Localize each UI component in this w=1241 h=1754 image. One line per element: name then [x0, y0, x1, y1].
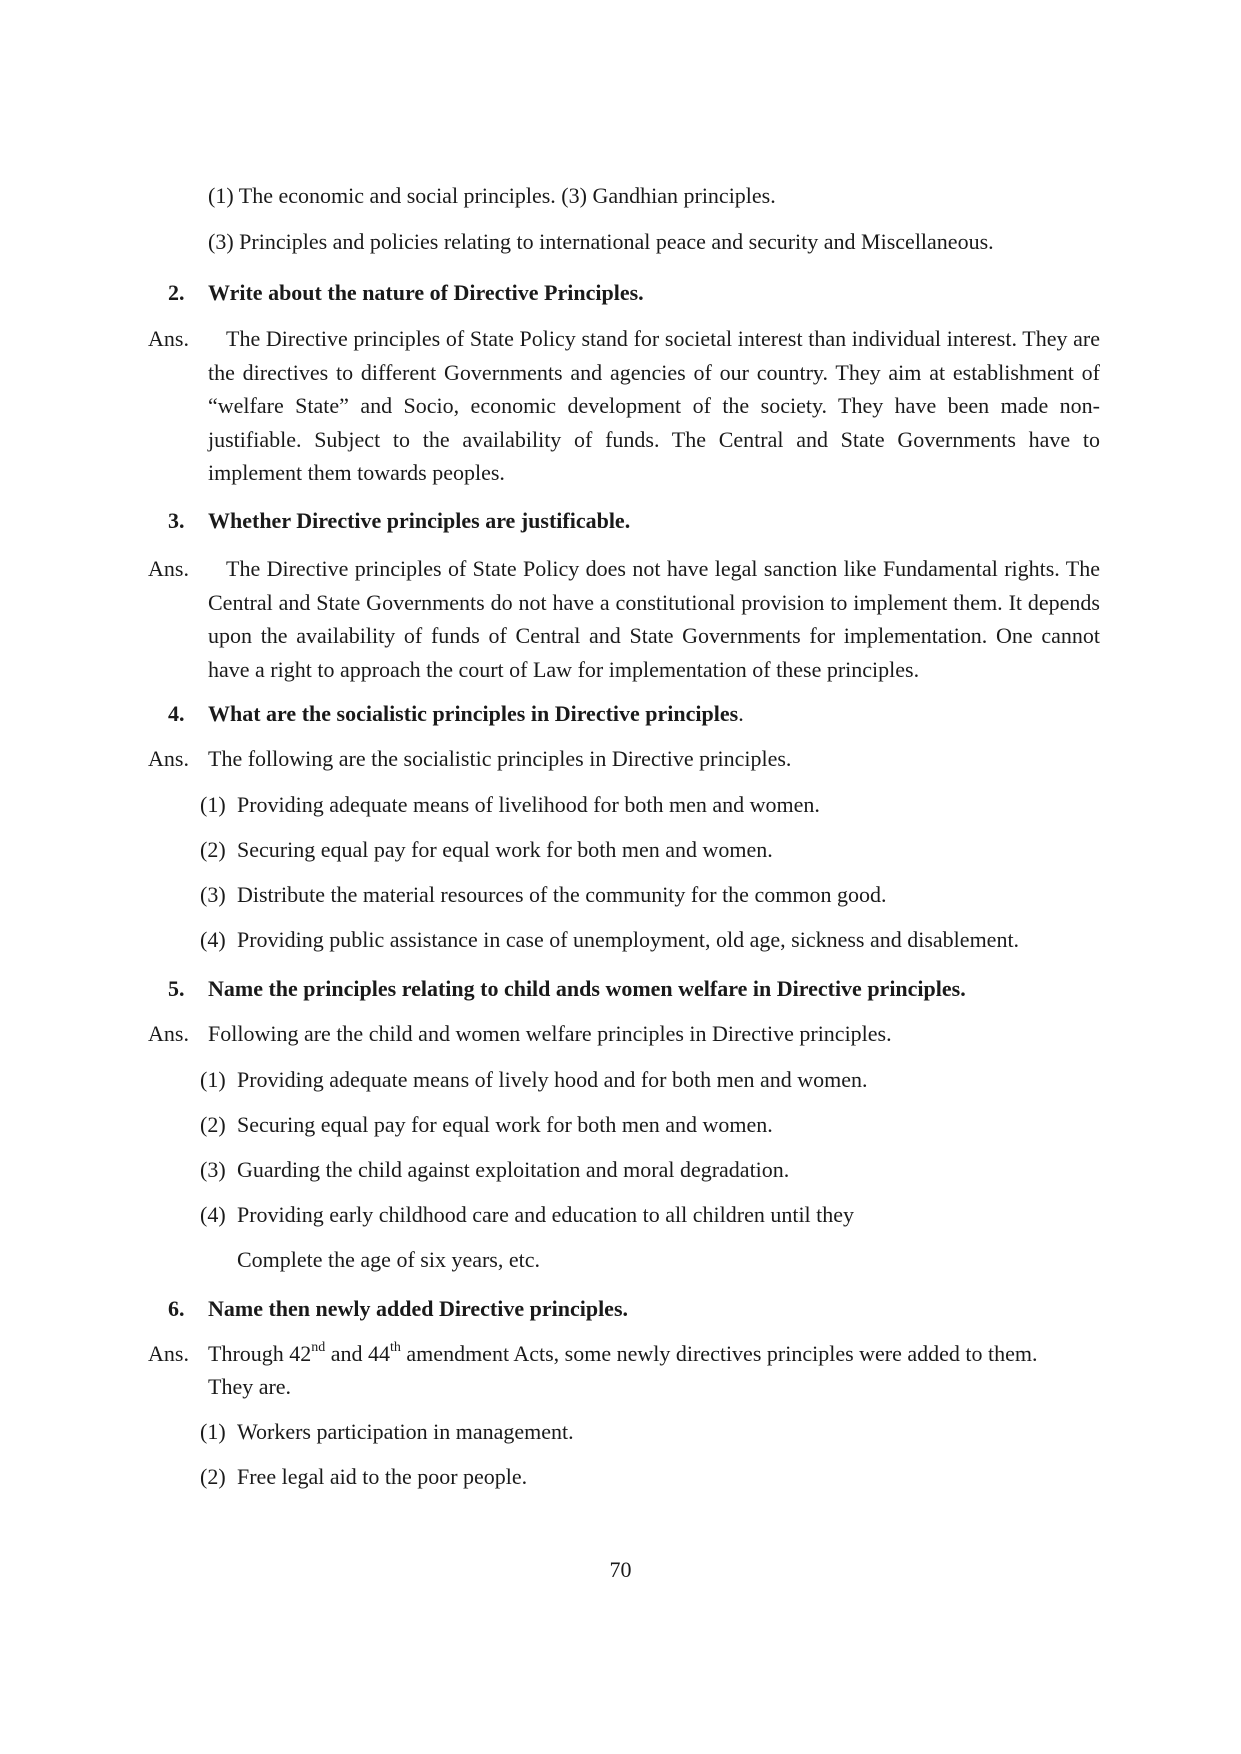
answer-3-paragraph	[208, 552, 1100, 686]
list-item	[200, 788, 820, 822]
list-item-number: (3)	[200, 882, 226, 907]
answer-5-text: Following are the child and women welfare principles in Directive principles.	[208, 1021, 892, 1046]
list-item-text: Guarding the child against exploitation and moral degradation.	[237, 1157, 790, 1182]
list-item	[200, 1460, 527, 1494]
question-3-heading: Whether Directive principles are justificable.	[208, 508, 631, 533]
answer-2-paragraph	[208, 322, 1100, 490]
answer-2-text: The Directive principles of State Policy stand for societal interest than individual interest. They are the directives to different Governments and agencies of our country. They aim at establishment of “welfare State” and Socio, economic development of the society. They have been made non-justifiable. Subject to the availability of funds. The Central and State Governments have to implement them towards peoples.	[208, 326, 1100, 485]
intro-line-1: (1) The economic and social principles. (3) Gandhian principles.	[208, 183, 776, 208]
answer-6-text-line-2: They are.	[208, 1374, 292, 1399]
answer-2-label: Ans.	[148, 326, 189, 351]
answer-3-text: The Directive principles of State Policy does not have legal sanction like Fundamental rights. The Central and State Governments do not have a constitutional provision to implement them. It depends upon the availability of funds of Central and State Governments for implementation. One cannot have a right to approach the court of Law for implementation of these principles.	[208, 556, 1100, 682]
list-item	[200, 1415, 574, 1449]
list-item-text: Securing equal pay for equal work for both men and women.	[237, 837, 773, 862]
list-item-number: (2)	[200, 1112, 226, 1137]
answer-6-text-part: Through 42	[208, 1341, 312, 1366]
ordinal-superscript: nd	[311, 1339, 326, 1355]
question-4-period: .	[738, 701, 744, 726]
list-item	[200, 1198, 854, 1232]
answer-4-label: Ans.	[148, 746, 189, 771]
answer-4-text: The following are the socialistic principles in Directive principles.	[208, 746, 792, 771]
list-item-text: Providing adequate means of livelihood for both men and women.	[237, 792, 820, 817]
question-4-text: What are the socialistic principles in Directive principles	[208, 701, 739, 726]
list-item-text: Providing early childhood care and education to all children until they	[237, 1202, 855, 1227]
list-item-number: (2)	[200, 1464, 226, 1489]
answer-6-text-part: amendment Acts, some newly directives principles were added to them.	[400, 1341, 1038, 1366]
page-number: 70	[609, 1557, 632, 1582]
question-3-number: 3.	[168, 508, 185, 533]
list-item-number: (1)	[200, 1419, 226, 1444]
question-4-heading	[208, 697, 744, 731]
list-item-text: Free legal aid to the poor people.	[237, 1464, 528, 1489]
list-item	[200, 878, 886, 912]
list-item-number: (3)	[200, 1157, 226, 1182]
answer-5-label: Ans.	[148, 1021, 189, 1046]
question-2-heading: Write about the nature of Directive Principles.	[208, 280, 644, 305]
list-item-continuation: Complete the age of six years, etc.	[237, 1247, 541, 1272]
list-item-text: Providing adequate means of lively hood and for both men and women.	[237, 1067, 868, 1092]
answer-3-label: Ans.	[148, 556, 189, 581]
list-item	[200, 1108, 773, 1142]
answer-6-text-part: and 44	[325, 1341, 391, 1366]
list-item-text: Providing public assistance in case of unemployment, old age, sickness and disablement.	[237, 927, 1020, 952]
question-6-heading: Name then newly added Directive principles.	[208, 1296, 629, 1321]
question-5-number: 5.	[168, 976, 185, 1001]
ordinal-superscript: th	[390, 1339, 401, 1355]
list-item-text: Workers participation in management.	[237, 1419, 574, 1444]
list-item-text: Securing equal pay for equal work for both men and women.	[237, 1112, 773, 1137]
intro-line-2: (3) Principles and policies relating to international peace and security and Miscellaneous.	[208, 229, 994, 254]
list-item	[200, 1153, 789, 1187]
question-5-heading: Name the principles relating to child ands women welfare in Directive principles.	[208, 976, 966, 1001]
list-item-text: Distribute the material resources of the community for the common good.	[237, 882, 887, 907]
answer-6-text	[208, 1337, 1038, 1371]
list-item-number: (4)	[200, 1202, 226, 1227]
list-item	[200, 1063, 868, 1097]
question-4-number: 4.	[168, 701, 185, 726]
question-6-number: 6.	[168, 1296, 185, 1321]
list-item-number: (1)	[200, 1067, 226, 1092]
list-item-number: (2)	[200, 837, 226, 862]
question-2-number: 2.	[168, 280, 185, 305]
answer-6-label: Ans.	[148, 1341, 189, 1366]
list-item-number: (1)	[200, 792, 226, 817]
list-item-number: (4)	[200, 927, 226, 952]
list-item	[200, 923, 1019, 957]
list-item	[200, 833, 773, 867]
